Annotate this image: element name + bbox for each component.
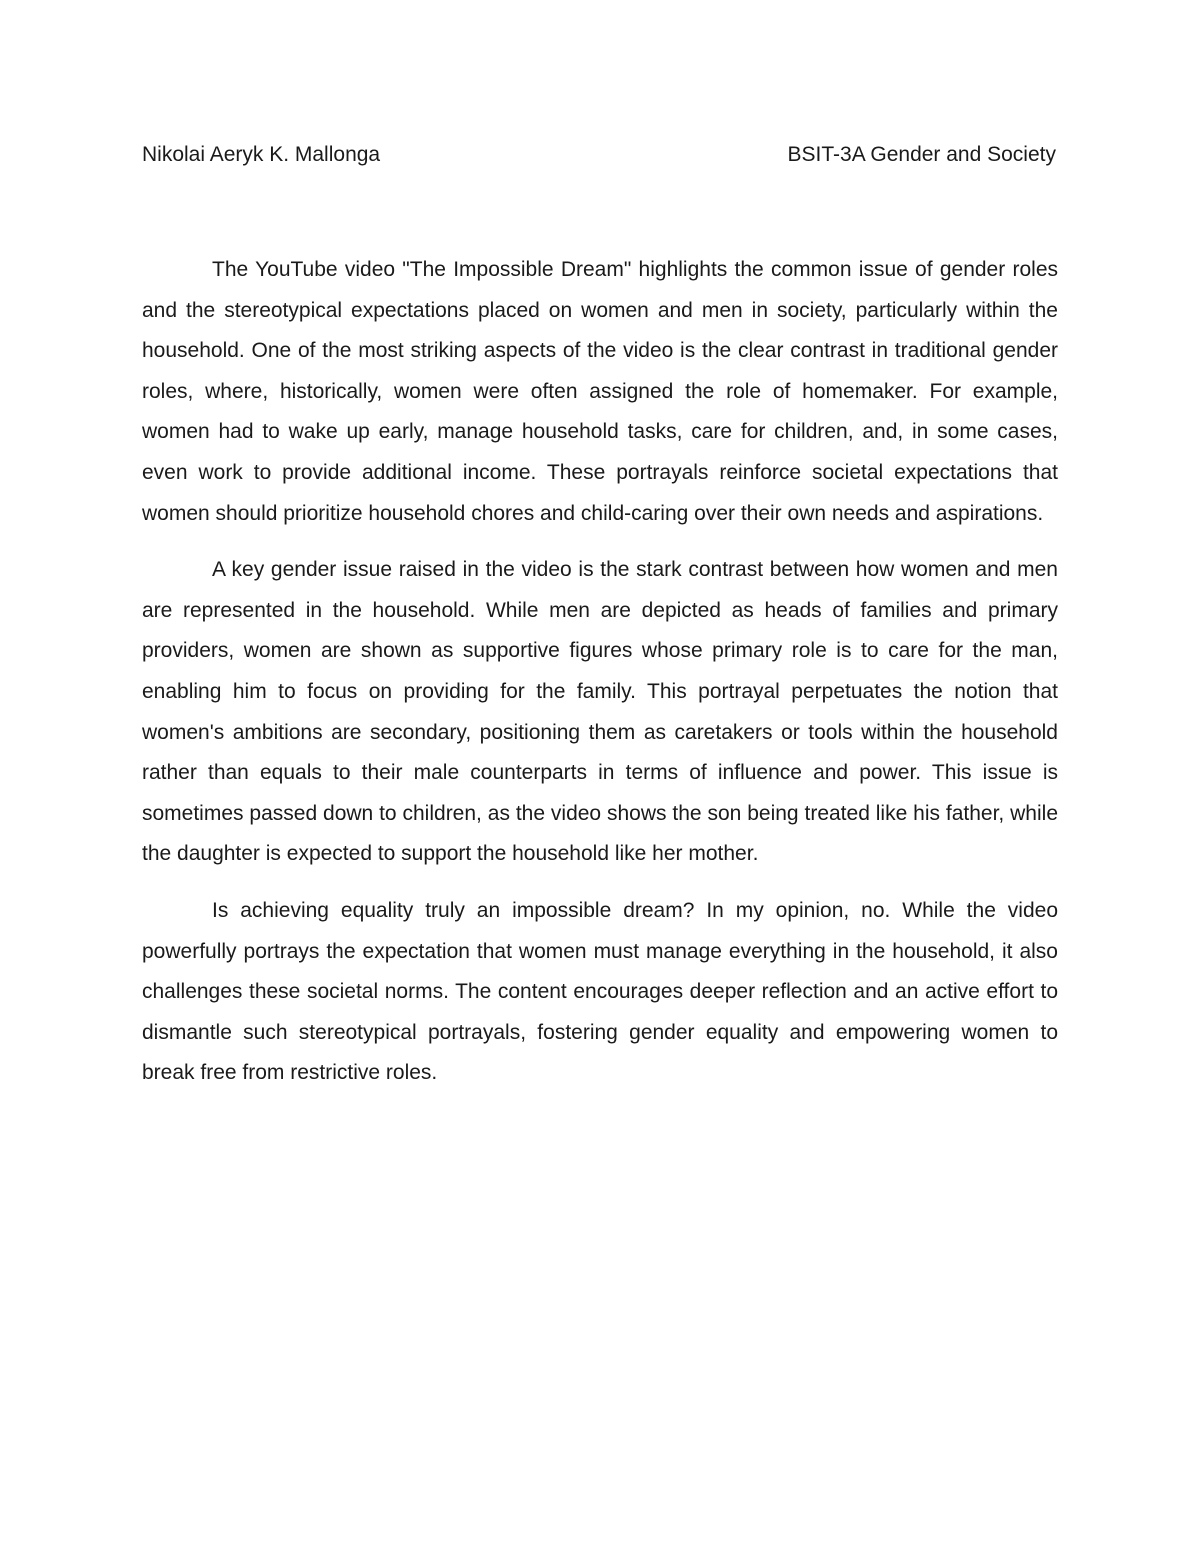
paragraph-1: The YouTube video "The Impossible Dream" highlights the common issue of gender roles and the stereotypical expectations placed on women and men in society, particularly within the household. One of the most striking aspects of the video is the clear contrast in traditional gender roles, where, historically, women were often assigned the role of homemaker. For example, women had to wake up early, manage household tasks, care for children, and, in some cases, even work to provide additional income. These portrayals reinforce societal expectations that women should prioritize household chores and child-caring over their own needs and aspirations. [142,258,1058,525]
author-name: Nikolai Aeryk K. Mallonga [142,143,381,166]
paragraph-2: A key gender issue raised in the video is the stark contrast between how women and men are represented in the household. While men are depicted as heads of families and primary providers, women are shown as supportive figures whose primary role is to care for the man, enabling him to focus on providing for the family. This portrayal perpetuates the notion that women's ambitions are secondary, positioning them as caretakers or tools within the household rather than equals to their male counterparts in terms of influence and power. This issue is sometimes passed down to children, as the video shows the son being treated like his father, while the daughter is expected to support the household like her mother. [142,558,1058,866]
paragraph-3: Is achieving equality truly an impossible dream? In my opinion, no. While the video powerfully portrays the expectation that women must manage everything in the household, it also challenges these societal norms. The content encourages deeper reflection and an active effort to dismantle such stereotypical portrayals, fostering gender equality and empowering women to break free from restrictive roles. [142,898,1058,1085]
essay-body [142,250,1058,1110]
course-title: BSIT-3A Gender and Society [787,143,1056,166]
document-header [142,140,1056,170]
